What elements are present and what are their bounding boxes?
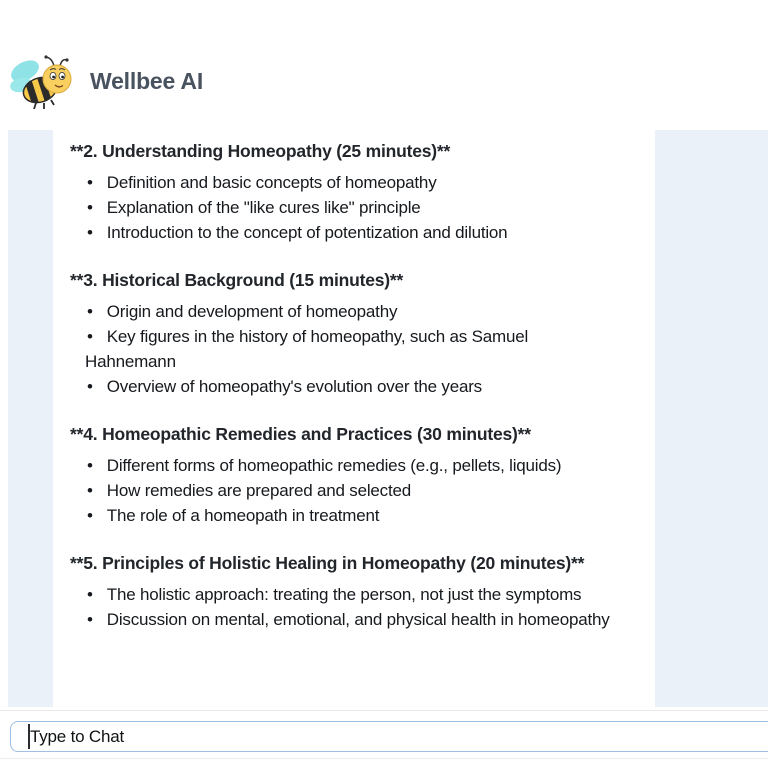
chat-input[interactable] [10,721,768,752]
chat-panel [8,130,768,707]
list-item: • Origin and development of homeopathy [85,299,615,324]
list-item: • Discussion on mental, emotional, and physical health in homeopathy [85,607,615,632]
list-item: • Definition and basic concepts of homeopathy [85,170,615,195]
list-item: • Key figures in the history of homeopathy, such as Samuel Hahnemann [85,324,615,374]
list-item: • Explanation of the "like cures like" principle [85,195,615,220]
text-caret [28,724,30,749]
bullet-list [70,170,615,245]
list-item: • Different forms of homeopathic remedies (e.g., pellets, liquids) [85,453,615,478]
section-heading: **5. Principles of Holistic Healing in Homeopathy (20 minutes)** [70,553,585,573]
list-item: • Introduction to the concept of potentization and dilution [85,220,615,245]
section-heading: **3. Historical Background (15 minutes)** [70,270,404,290]
header [0,0,768,130]
outline-section [70,140,615,245]
footer-divider [0,710,768,711]
outline-section [70,552,615,632]
message-content [70,140,615,632]
bullet-list [70,582,615,632]
outline-section [70,269,615,399]
list-item: • How remedies are prepared and selected [85,478,615,503]
section-heading: **4. Homeopathic Remedies and Practices (30 minutes)** [70,424,531,444]
list-item: • The holistic approach: treating the person, not just the symptoms [85,582,615,607]
list-item: • The role of a homeopath in treatment [85,503,615,528]
bottom-divider [0,758,768,759]
outline-section [70,423,615,528]
assistant-message-card[interactable] [53,130,655,707]
section-heading: **2. Understanding Homeopathy (25 minutes)** [70,141,451,161]
app-title: Wellbee AI [90,68,204,94]
bullet-list [70,299,615,399]
list-item: • Overview of homeopathy's evolution over the years [85,374,615,399]
bee-logo-icon [8,54,80,112]
bullet-list [70,453,615,528]
